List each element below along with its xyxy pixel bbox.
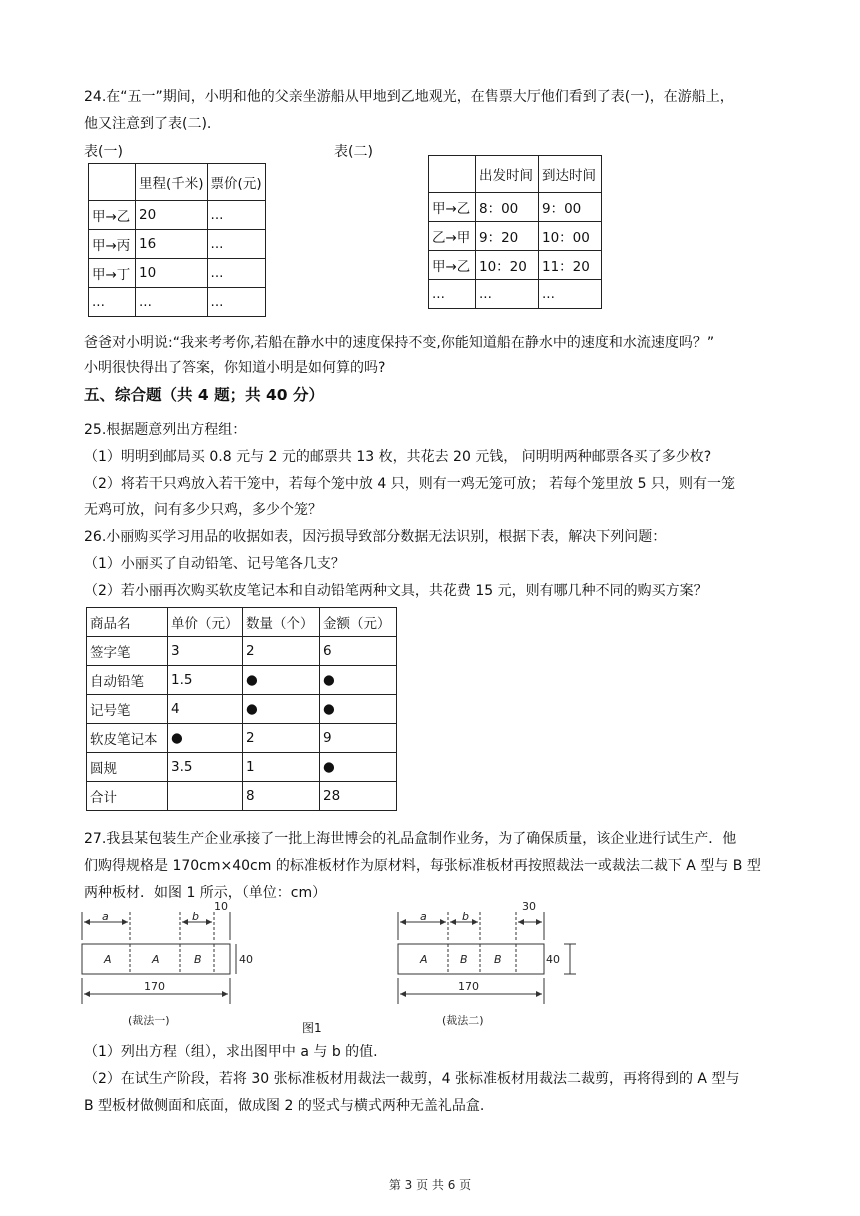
- table-cell: ●: [243, 695, 320, 724]
- table-cell: ...: [207, 201, 265, 230]
- table-cell: ...: [476, 280, 539, 309]
- q25-line-3: （2）将若干只鸡放入若干笼中，若每个笼中放 4 只，则有一鸡无笼可放； 若每个笼里放 5 只，则有一笼: [84, 476, 735, 492]
- table-cell: 2: [243, 637, 320, 666]
- total-length-label: 170: [144, 980, 165, 993]
- table-cell: 金额（元）: [320, 608, 397, 637]
- table-cell: 合计: [87, 782, 168, 811]
- table-cell: 甲→乙: [429, 251, 476, 280]
- table-cell: 自动铅笔: [87, 666, 168, 695]
- table-row: [89, 288, 266, 317]
- table-cell: ●: [320, 695, 397, 724]
- q25-line-1: 25.根据题意列出方程组：: [84, 422, 247, 438]
- table-2: [428, 155, 602, 309]
- table-cell: 甲→丁: [89, 259, 136, 288]
- table-cell: 16: [136, 230, 208, 259]
- table-cell: 1: [243, 753, 320, 782]
- panel-b-label: B: [494, 953, 502, 966]
- table-cell: 8：00: [476, 193, 539, 222]
- table-cell: 6: [320, 637, 397, 666]
- table-cell: 28: [320, 782, 397, 811]
- total-length-label: 170: [458, 980, 479, 993]
- table-row: [87, 724, 397, 753]
- table-cell: 到达时间: [539, 156, 602, 193]
- table-cell: ●: [168, 724, 243, 753]
- table-row: [89, 164, 266, 201]
- table-row: [87, 753, 397, 782]
- table-cell: ...: [89, 288, 136, 317]
- table-cell: 数量（个）: [243, 608, 320, 637]
- table-row: [87, 666, 397, 695]
- table-cell: ...: [207, 288, 265, 317]
- q26-line-1: 26.小丽购买学习用品的收据如表，因污损导致部分数据无法识别，根据下表，解决下列问题：: [84, 529, 667, 545]
- table-cell: ...: [539, 280, 602, 309]
- table-cell: 出发时间: [476, 156, 539, 193]
- gap-label: 30: [522, 900, 536, 913]
- dimension-a-label: a: [102, 910, 109, 923]
- table-row: [87, 782, 397, 811]
- table-cell: ●: [320, 666, 397, 695]
- q26-line-3: （2）若小丽再次购买软皮笔记本和自动铅笔两种文具，共花费 15 元，则有哪几种不同的购买方案？: [84, 583, 708, 599]
- table-row: [429, 193, 602, 222]
- table-row: [89, 230, 266, 259]
- table-cell: ...: [207, 259, 265, 288]
- table-row: [429, 156, 602, 193]
- table-cell: 10: [136, 259, 208, 288]
- table-cell: 9：00: [539, 193, 602, 222]
- table-cell: 软皮笔记本: [87, 724, 168, 753]
- q24-line-1: 24.在“五一”期间，小明和他的父亲坐游船从甲地到乙地观光，在售票大厅他们看到了表(一)，在游船上，: [84, 89, 734, 105]
- page-footer: 第 3 页 共 6 页: [388, 1178, 472, 1192]
- method-1-caption: (裁法一): [128, 1014, 170, 1027]
- q24-line-2: 他又注意到了表(二).: [84, 116, 212, 132]
- table-cell: 10：20: [476, 251, 539, 280]
- panel-a-label: A: [104, 953, 112, 966]
- table-cell: 票价(元): [207, 164, 265, 201]
- section-heading: 五、综合题（共 4 题；共 40 分）: [84, 386, 324, 404]
- table-row: [87, 695, 397, 724]
- q27-line-3: 两种板材．如图 1 所示，（单位：cm）: [84, 885, 327, 901]
- table-cell: ...: [429, 280, 476, 309]
- table-row: [89, 201, 266, 230]
- table-cell: 圆规: [87, 753, 168, 782]
- q27-line-1: 27.我县某包装生产企业承接了一批上海世博会的礼品盒制作业务，为了确保质量，该企业进行试生产．他: [84, 831, 737, 847]
- table-cell: 20: [136, 201, 208, 230]
- panel-a-label: A: [152, 953, 160, 966]
- cutting-method-1-diagram: [76, 900, 256, 1032]
- table-cell: 商品名: [87, 608, 168, 637]
- q27-line-2: 们购得规格是 170cm×40cm 的标准板材作为原材料，每张标准板材再按照裁法一或裁法二裁下 A 型与 B 型: [84, 858, 761, 874]
- table-cell: 里程(千米): [136, 164, 208, 201]
- panel-b-label: B: [460, 953, 468, 966]
- q24-line-3: 爸爸对小明说:“我来考考你,若船在静水中的速度保持不变,你能知道船在静水中的速度和水流速度吗？”: [84, 335, 715, 351]
- table-cell: 甲→乙: [429, 193, 476, 222]
- table-cell: ●: [243, 666, 320, 695]
- table-cell: ...: [136, 288, 208, 317]
- q27-line-6: B 型板材做侧面和底面，做成图 2 的竖式与横式两种无盖礼品盒.: [84, 1098, 485, 1114]
- height-label: 40: [239, 953, 253, 966]
- gap-label: 10: [214, 900, 228, 913]
- q24-line-4: 小明很快得出了答案，你知道小明是如何算的吗?: [84, 360, 386, 376]
- table-1: [88, 163, 266, 317]
- receipt-table: [86, 607, 397, 811]
- q25-line-2: （1）明明到邮局买 0.8 元与 2 元的邮票共 13 枚，共花去 20 元钱， 问明明两种邮票各买了多少枚?: [84, 449, 712, 465]
- table-2-caption: 表(二): [334, 144, 373, 160]
- table-cell: 记号笔: [87, 695, 168, 724]
- cutting-method-2-diagram: [392, 900, 582, 1032]
- table-row: [429, 251, 602, 280]
- height-label: 40: [546, 953, 560, 966]
- table-cell: 9：20: [476, 222, 539, 251]
- dimension-b-label: b: [192, 910, 199, 923]
- q27-line-4: （1）列出方程（组），求出图甲中 a 与 b 的值.: [84, 1044, 378, 1060]
- table-cell: 4: [168, 695, 243, 724]
- table-cell: ●: [320, 753, 397, 782]
- q26-line-2: （1）小丽买了自动铅笔、记号笔各几支？: [84, 556, 345, 572]
- table-cell: 11：20: [539, 251, 602, 280]
- panel-b-label: B: [194, 953, 202, 966]
- q27-line-5: （2）在试生产阶段，若将 30 张标准板材用裁法一裁剪，4 张标准板材用裁法二裁剪，再将得到的 A 型与: [84, 1071, 740, 1087]
- table-cell: 3.5: [168, 753, 243, 782]
- dimension-a-label: a: [420, 910, 427, 923]
- table-1-caption: 表(一): [84, 144, 123, 160]
- table-row: [87, 608, 397, 637]
- table-cell: 甲→乙: [89, 201, 136, 230]
- table-cell: [168, 782, 243, 811]
- table-cell: 9: [320, 724, 397, 753]
- table-cell: 10：00: [539, 222, 602, 251]
- panel-a-label: A: [420, 953, 428, 966]
- table-row: [87, 637, 397, 666]
- table-cell: 3: [168, 637, 243, 666]
- table-row: [429, 280, 602, 309]
- table-cell: 单价（元）: [168, 608, 243, 637]
- table-row: [429, 222, 602, 251]
- method-2-caption: (裁法二): [442, 1014, 484, 1027]
- table-cell: 甲→丙: [89, 230, 136, 259]
- q25-line-4: 无鸡可放，问有多少只鸡，多少个笼？: [84, 502, 322, 518]
- table-row: [89, 259, 266, 288]
- table-cell: ...: [207, 230, 265, 259]
- table-cell: [89, 164, 136, 201]
- figure-1-label: 图1: [302, 1021, 322, 1035]
- table-cell: 8: [243, 782, 320, 811]
- dimension-b-label: b: [462, 910, 469, 923]
- table-cell: 1.5: [168, 666, 243, 695]
- table-cell: 乙→甲: [429, 222, 476, 251]
- table-cell: 2: [243, 724, 320, 753]
- table-cell: 签字笔: [87, 637, 168, 666]
- table-cell: [429, 156, 476, 193]
